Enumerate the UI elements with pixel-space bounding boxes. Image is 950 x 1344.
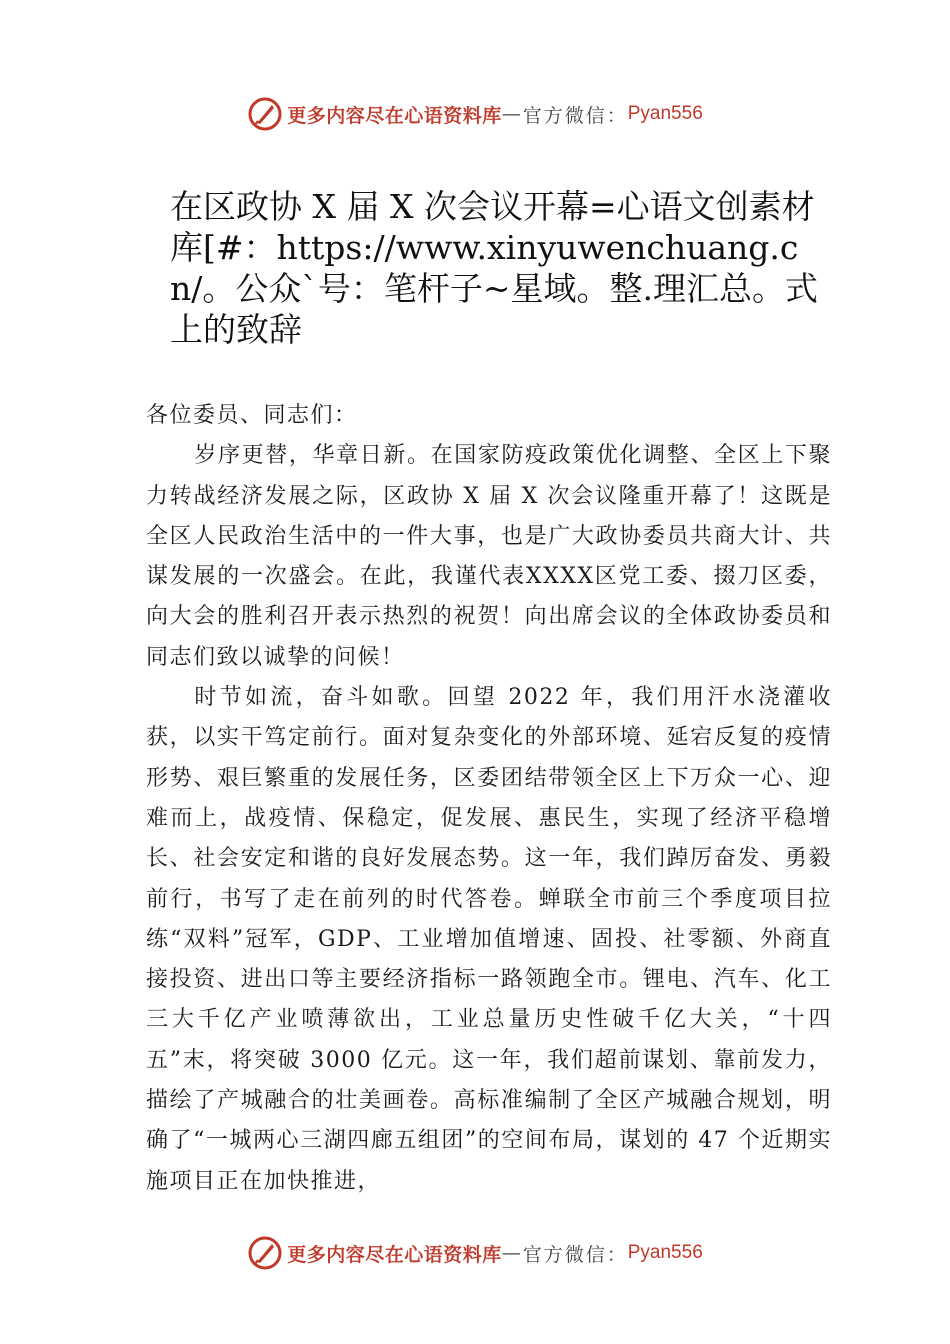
quill-logo-icon [247,96,283,132]
footer-wechat-label: 官方微信： [522,1243,628,1266]
paragraph: 时节如流，奋斗如歌。回望 2022 年，我们用汗水浇灌收获，以实干笃定前行。面对复杂变化的外部环境、延宕反复的疫情形势、艰巨繁重的发展任务，区委团结带领全区上下万众一心、迎难而上，战疫情、保稳定，促发展、惠民生，实现了经济平稳增长、社会安定和谐的良好发展态势。这一年，我们踔厉奋发、勇毅前行，书写了走在前列的时代答卷。蝉联全市前三个季度项目拉练“双料”冠军，GDP、工业增加值增速、固投、社零额、外商直接投资、进出口等主要经济指标一路领跑全市。锂电、汽车、化工三大千亿产业喷薄欲出，工业总量历史性破千亿大关，“十四五”末，将突破 3000 亿元。这一年，我们超前谋划、靠前发力，描绘了产城融合的壮美画卷。高标准编制了全区产城融合规划，明确了“一城两心三湖四廊五组团”的空间布局，谋划的 47 个近期实施项目正在加快推进， [146,685,832,1194]
footer-brand-text: 更多内容尽在心语资料库 [287,1243,502,1266]
header-separator: — [501,103,523,125]
quill-logo-icon [247,1235,283,1271]
document-title: 在区政协 X 届 X 次会议开幕=心语文创素材库[#：https://www.xinyuwenchuang.cn/。公众`号：笔杆子~星域。整.理汇总。式上的致辞 [170,187,819,349]
footer-banner [0,1233,950,1273]
document-body [146,396,832,1202]
paragraph: 岁序更替，华章日新。在国家防疫政策优化调整、全区上下聚力转战经济发展之际，区政协 X 届 X 次会议隆重开幕了！这既是全区人民政治生活中的一件大事，也是广大政协委员共商大计、共谋发展的一次盛会。在此，我谨代表XXXX区党工委、掇刀区委，向大会的胜利召开表示热烈的祝贺！向出席会议的全体政协委员和同志们致以诚挚的问候！ [146,443,832,670]
footer-wechat-id: Pyan556 [627,1242,703,1263]
footer-separator: — [501,1242,523,1264]
header-banner [0,94,950,134]
salutation: 各位委员、同志们： [146,403,358,428]
header-wechat-label: 官方微信： [522,104,628,127]
header-brand-text: 更多内容尽在心语资料库 [287,104,502,127]
header-wechat-id: Pyan556 [627,103,703,124]
